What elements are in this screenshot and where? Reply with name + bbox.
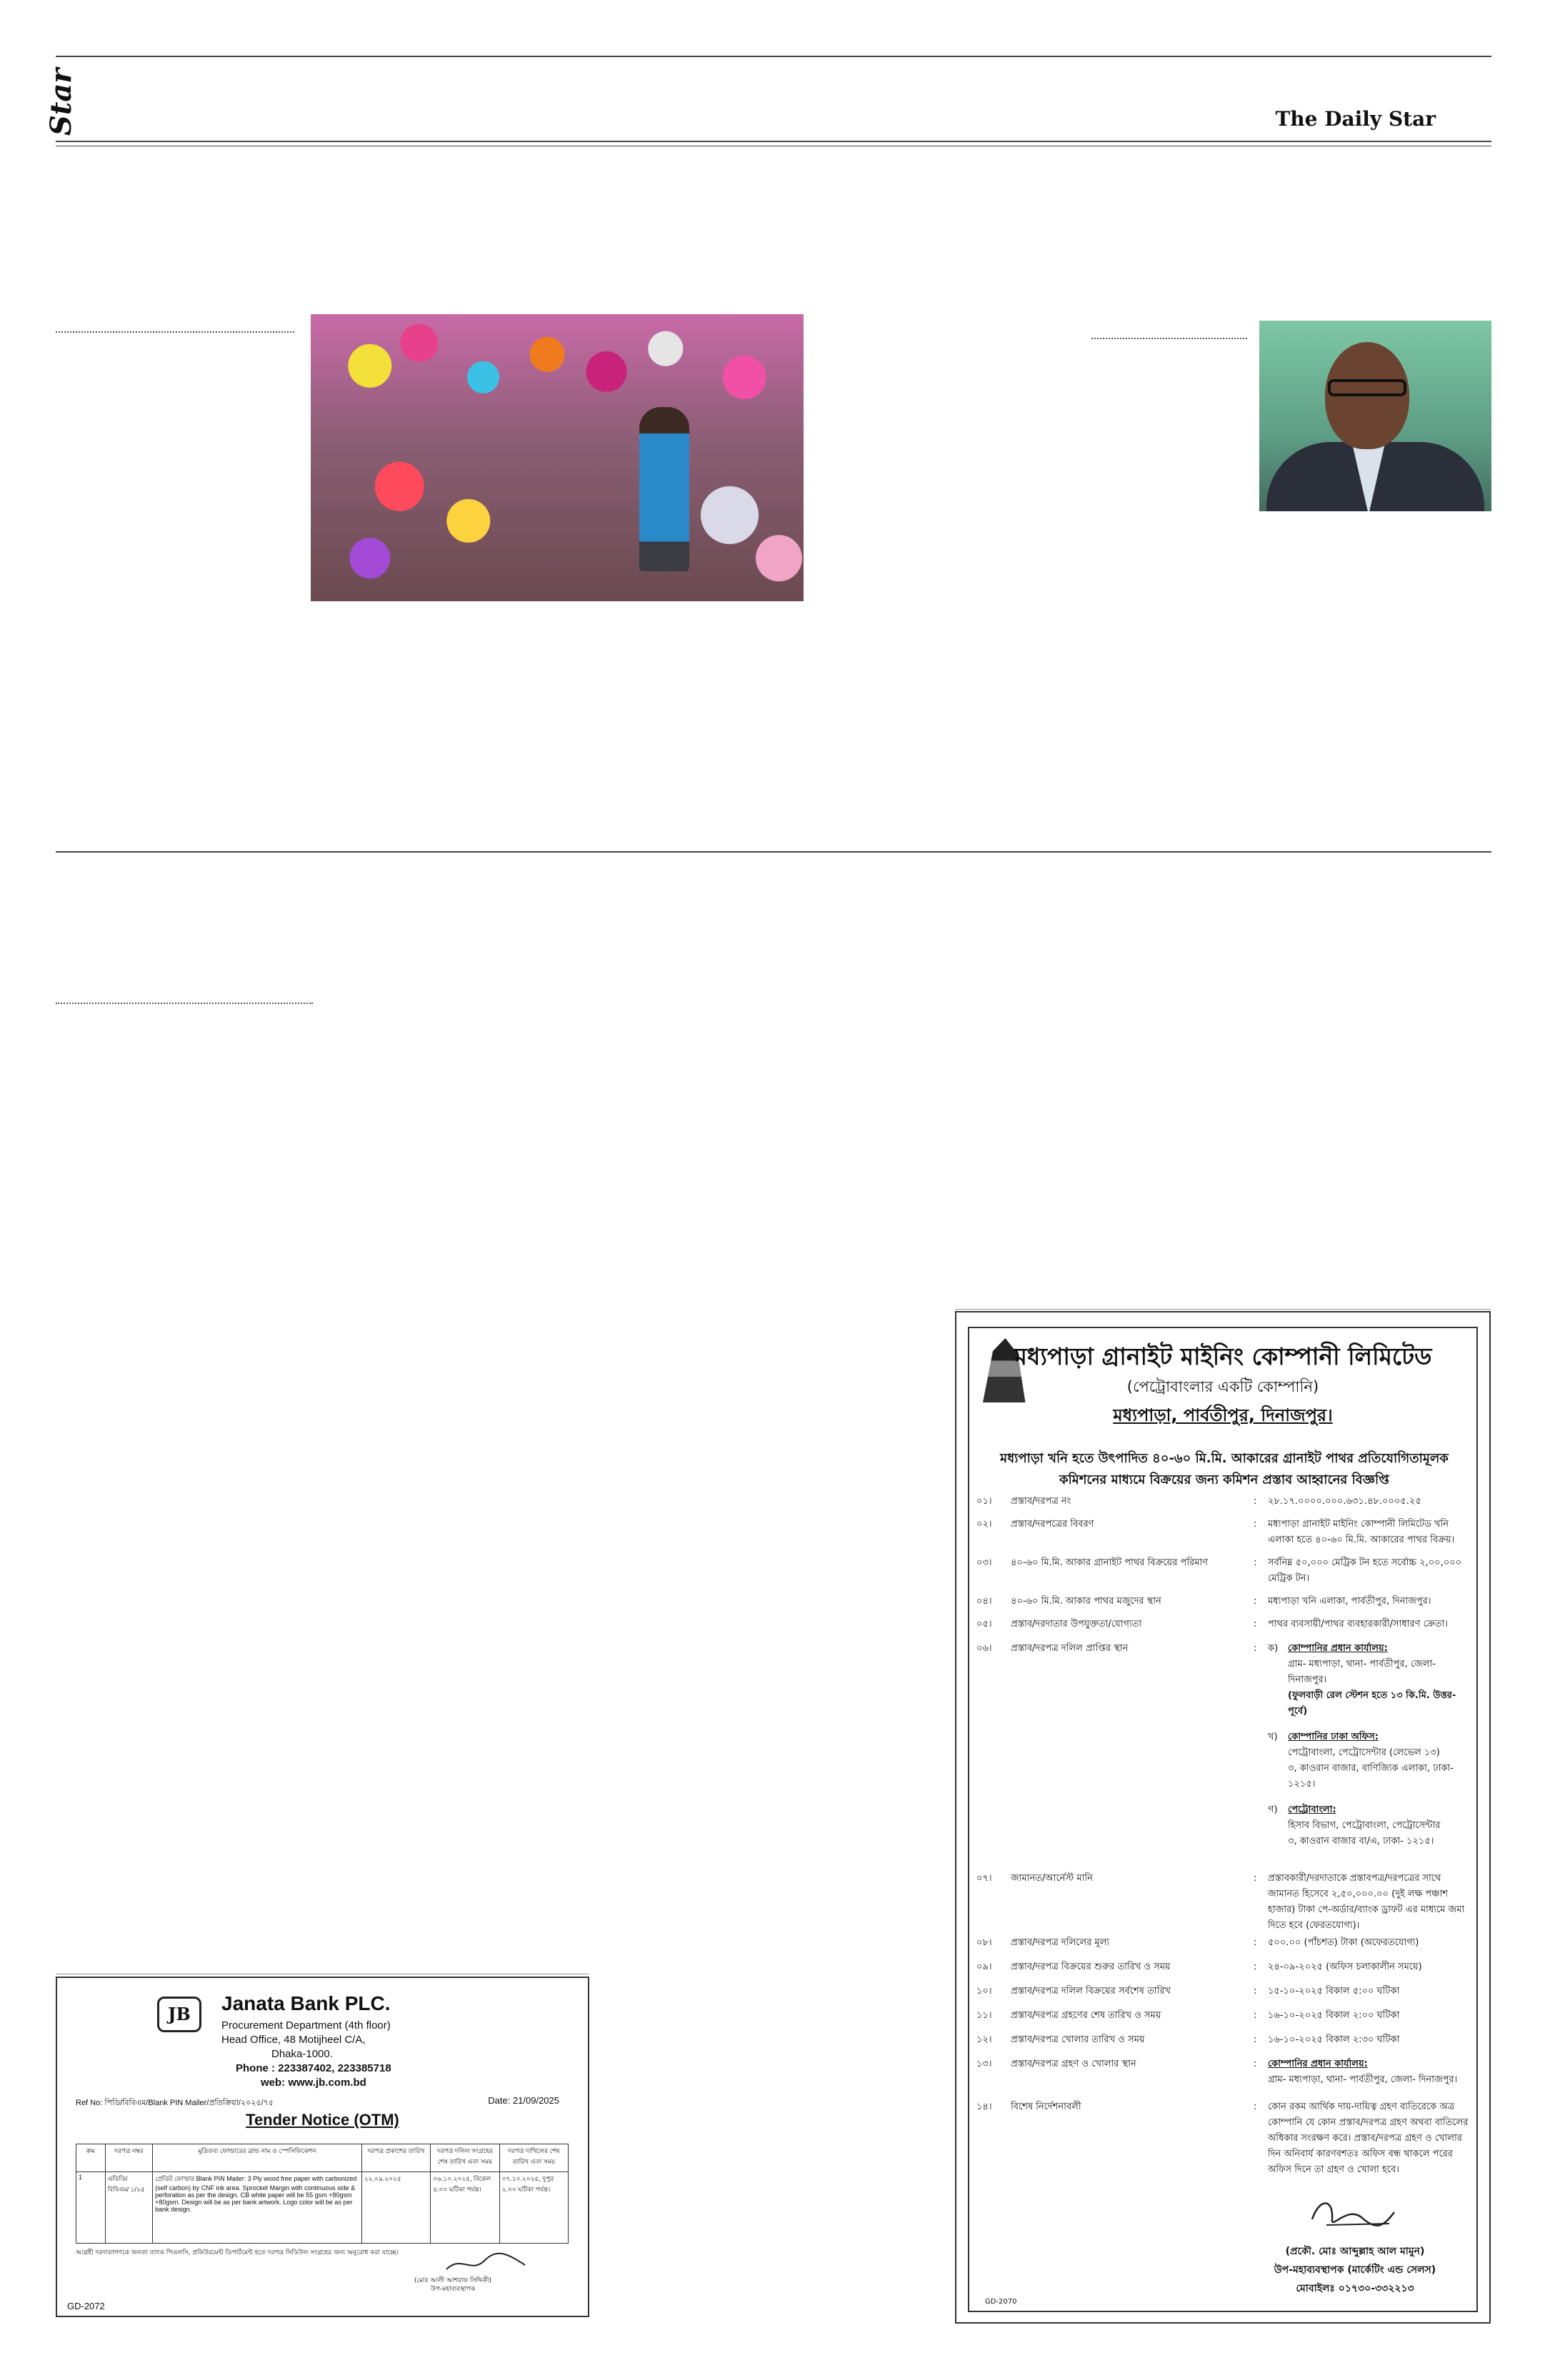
signer-title: উপ-মহাব্যবস্থাপক (মার্কেটিং এন্ড সেলস) <box>1274 2264 1436 2276</box>
row-number: ১০। <box>976 1986 992 1997</box>
notice-heading: মধ্যপাড়া খনি হতে উৎপাদিত ৪০-৬০ মি.মি. আকারের গ্রানাইট পাথর প্রতিযোগিতামূলক কমিশনের মাধ্যমে বিক্রয়ের জন্য কমিশন প্রস্তাব আহ্বানের বিজ্ঞপ্তি <box>1000 1451 1449 1487</box>
row-number: ০৭। <box>976 1873 992 1884</box>
table-cell: ০৭.১০.২০২৫, দুপুর ২.০০ ঘটিকা পর্যন্ত। <box>499 2172 568 2244</box>
row-value: সর্বনিম্ন ৫০,০০০ মেট্রিক টন হতে সর্বোচ্চ ২,০০,০০০ মেট্রিক টন। <box>1268 1557 1462 1584</box>
gd-number: GD-2070 <box>985 2298 1017 2306</box>
row-number: ১৩। <box>976 2059 992 2069</box>
row-value: ৫০০.০০ (পাঁচশত) টাকা (অফেরতযোগ্য) <box>1268 1937 1419 1948</box>
row-value: ২৪-০৯-২০২৫ (অফিস চলাকালীন সময়ে) <box>1268 1962 1422 1972</box>
row-label: প্রস্তাব/দরপত্র খোলার তারিখ ও সময় <box>1011 2034 1145 2045</box>
tender-table <box>76 2144 569 2244</box>
table-cell: ০৬.১০.২০২৫, বিকেল ৪.০০ ঘটিকা পর্যন্ত। <box>431 2172 499 2244</box>
address-line-1: Head Office, 48 Motijheel C/A, <box>221 2034 366 2046</box>
toy-market-photo <box>311 314 804 601</box>
row-number: ০৬। <box>976 1643 992 1654</box>
website: web: www.jb.com.bd <box>261 2077 366 2089</box>
row-value: কোন রকম আর্থিক দায়-দায়িত্ব গ্রহণ ব্যতিরেকে অত্র কোম্পানি যে কোন প্রস্তাব/দরপত্র গ্রহণ অথবা বাতিলের অধিকার সংরক্ষণ করে। প্রস্তাব/দরপত্র গ্রহণ ও খোলার দিন অনিবার্য কারণবশতঃ অফিস বন্ধ থাকলে পরের অফিস দিনে তা গ্রহণ ও খোলা হবে। <box>1268 2102 1469 2175</box>
row-value: পাথর ব্যবসায়ী/পাথর ব্যবহারকারী/সাধারণ ক্রেতা। <box>1268 1619 1448 1630</box>
table-header: দরপত্র প্রকাশের তারিখ <box>361 2144 430 2172</box>
row-label: প্রস্তাব/দরপত্রের বিবরণ <box>1011 1519 1094 1530</box>
janata-bank-logo: JB <box>157 1997 201 2032</box>
row-label: প্রস্তাব/দরপত্র গ্রহণের শেষ তারিখ ও সময় <box>1011 2010 1161 2021</box>
dotted-divider <box>56 331 294 333</box>
table-cell: ২২.০৯.২০২৫ <box>361 2172 430 2244</box>
company-subtitle: (পেট্রোবাংলার একটি কোম্পানি) <box>1126 1378 1319 1395</box>
glasses-shape <box>1328 379 1406 396</box>
signature-mark <box>443 2252 529 2274</box>
star-logo: Star <box>44 68 78 136</box>
row-label: ৪০-৬০ মি.মি. আকার গ্রানাইট পাথর বিক্রয়ের পরিমাণ <box>1011 1557 1209 1568</box>
row-number: ১২। <box>976 2034 992 2045</box>
tender-title: Tender Notice (OTM) <box>246 2111 399 2129</box>
daily-star-logo: The Daily Star <box>1275 107 1436 131</box>
company-name: মধ্যপাড়া গ্রানাইট মাইনিং কোম্পানী লিমিটেড <box>1014 1342 1432 1370</box>
table-header: দরপত্র দলিল সংগ্রহের শেষ তারিখ এবং সময় <box>431 2144 499 2172</box>
row-label: প্রস্তাব/দরপত্র গ্রহণ ও খোলার স্থান <box>1011 2059 1136 2069</box>
office-item: গ) পেট্রোবাংলা: <box>1268 1804 1336 1815</box>
row-label: প্রস্তাব/দরপত্র দলিল প্রাপ্তির স্থান <box>1011 1643 1129 1654</box>
row-label: প্রস্তাব/দরপত্র বিক্রয়ের শুরুর তারিখ ও সময় <box>1011 1962 1171 1972</box>
mgmcl-notice-inner: মধ্যপাড়া গ্রানাইট মাইনিং কোম্পানী লিমিটেড (পেট্রোবাংলার একটি কোম্পানি) মধ্যপাড়া, পার্বতীপুর, দিনাজপুর। মধ্যপাড়া খনি হতে উৎপাদিত ৪০-৬০ মি.মি. আকারের গ্রানাইট পাথর প্রতিযোগিতামূলক কমিশনের মাধ্যমে বিক্রয়ের জন্য কমিশন প্রস্তাব আহ্বানের বিজ্ঞপ্তি ০১। প্রস্তাব/দরপত্র নং : ২৮.১৭.০০০০.০০০.৬৩১.৪৮.০০০৫.২৫ ০২। প্রস্তাব/দরপত্রের বিবরণ : মধ্যপাড়া গ্রানাইট মাইনিং কোম্পানী লিমিটেড খনি এলাকা হতে ৪০-৬০ মি.মি. আকারের পাথর বিক্রয়। ০৩। ৪০-৬০ মি.মি. আকার গ্রানাইট পাথর বিক্রয়ের পরিমাণ : সর্বনিম্ন ৫০,০০০ মেট্রিক টন হতে সর্বোচ্চ ২,০০,০০০ মেট্রিক টন। ০৪। ৪০-৬০ মি.মি. আকার পাথর মজুদের স্থান : মধ্যপাড়া খনি এলাকা, পার্বতীপুর, দিনাজপুর। ০৫। প্রস্তাব/দরদাতার উপযুক্ততা/যোগ্যতা : পাথর ব্যবসায়ী/পাথর ব্যবহারকারী/সাধারণ ক্রেতা। ০৬। প্রস্তাব/দরপত্র দলিল প্রাপ্তির স্থান : ক) কোম্পানির প্রধান কার্যালয়: গ্রাম- মধ্যপাড়া, থানা- পার্বতীপুর, জেলা- দিনাজপুর। (ফুলবাড়ী রেল স্টেশন হতে ১৩ কি.মি. উত্তর-পূর্বে) খ) কোম্পানির ঢাকা অফিস: পেট্রোবাংলা, পেট্রোসেন্টার (লেভেল ১৩) ৩, কাওরান বাজার, বাণিজ্যিক এলাকা, ঢাকা- ১২১৫। গ) পেট্রোবাংলা: হিসাব বিভাগ, পেট্রোবাংলা, পেট্রোসেন্টার ৩, কাওরান বাজার বা/এ, ঢাকা- ১২১৫। ০৭। জামানত/আর্নেস্ট মানি : প্রস্তাবকারী/দরদাতাকে প্রস্তাবপত্র/দরপত্রের সাথে জামানত হিসেবে ২,৫০,০০০.০০ (দুই লক্ষ পঞ্চাশ হাজার) টাকা পে-অর্ডার/ব্যাংক ড্রাফট এর মাধ্যমে জমা দিতে হবে (ফেরতযোগ্য)। ০৮। প্রস্তাব/দরপত্র দলিলের মূল্য : ৫০০.০০ (পাঁচশত) টাকা (অফেরতযোগ্য) ০৯। প্রস্তাব/দরপত্র বিক্রয়ের শুরুর তারিখ ও সময় : ২৪-০৯-২০২৫ (অফিস চলাকালীন সময়ে) ১০। প্রস্তাব/দরপত্র দলিল বিক্রয়ের সর্বশেষ তারিখ : ১৫-১০-২০২৫ বিকাল ৫:০০ ঘটিকা ১১। প্রস্তাব/দরপত্র গ্রহণের শেষ তারিখ ও সময় : ১৬-১০-২০২৫ বিকাল ২:০০ ঘটিকা ১২। প্রস্তাব/দরপত্র খোলার তারিখ ও সময় : ১৬-১০-২০২৫ বিকাল ২:৩০ ঘটিকা ১৩। প্রস্তাব/দরপত্র গ্রহণ ও খোলার স্থান : কোম্পানির প্রধান কার্যালয়: গ্রাম- মধ্যপাড়া, থানা- পার্বতীপুর, জেলা- দিনাজপুর। ১৪। বিশেষ নির্দেশনাবলী : কোন রকম আর্থিক দায়-দায়িত্ব গ্রহণ ব্যতিরেকে অত্র কোম্পানি যে কোন প্রস্তাব/দরপত্র গ্রহণ অথবা বাতিলের অধিকার সংরক্ষণ করে। প্রস্তাব/দরপত্র গ্রহণ ও খোলার দিন অনিবার্য কারণবশতঃ অফিস বন্ধ থাকলে পরের অফিস দিনে তা গ্রহণ ও খোলা হবে। (প্রকৌ. মোঃ আব্দুল্লাহ আল মামুন) উপ-মহাব্যবস্থাপক (মার্কেটিং এন্ড সেলস) মোবাইলঃ ০১৭৩০-৩৩২২১৩ GD-2070 <box>968 1327 1478 2312</box>
phone: Phone : 223387402, 223385718 <box>236 2062 391 2074</box>
table-header: দরপত্র নম্বর <box>105 2144 152 2172</box>
row-number: ০২। <box>976 1519 992 1530</box>
table-header: দরপত্র দাখিলের শেষ তারিখ এবং সময় <box>499 2144 568 2172</box>
reference-number: Ref No: পিডি/বিবিএম/Blank PIN Mailer/প্রতিক্রিয়া/২০২৫/৭৫ <box>76 2099 274 2107</box>
row-label: জামানত/আর্নেস্ট মানি <box>1011 1873 1093 1884</box>
row-label: প্রস্তাব/দরপত্র দলিল বিক্রয়ের সর্বশেষ তারিখ <box>1011 1986 1171 1997</box>
signer-name: (প্রকৌ. মোঃ আব্দুল্লাহ আল মামুন) <box>1285 2246 1425 2257</box>
row-value: ক) কোম্পানির প্রধান কার্যালয়: গ্রাম- মধ্যপাড়া, থানা- পার্বতীপুর, জেলা- দিনাজপুর। (ফুলবাড়ী রেল স্টেশন হতে ১৩ কি.মি. উত্তর-পূর্বে) খ) কোম্পানির ঢাকা অফিস: পেট্রোবাংলা, পেট্রোসেন্টার (লেভেল ১৩) ৩, কাওরান বাজার, বাণিজ্যিক এলাকা, ঢাকা- ১২১৫। গ) পেট্রোবাংলা: হিসাব বিভাগ, পেট্রোবাংলা, পেট্রোসেন্টার ৩, কাওরান বাজার বা/এ, ঢাকা- ১২১৫। <box>1268 1641 1472 1849</box>
row-number: ০১। <box>976 1496 992 1507</box>
table-cell: এডিডি/ বিবিএম/ ১/২৫ <box>105 2172 152 2244</box>
office-item: ক) কোম্পানির প্রধান কার্যালয়: <box>1268 1643 1388 1654</box>
bank-name: Janata Bank PLC. <box>221 1992 391 2014</box>
row-label: প্রস্তাব/দরপত্র দলিলের মূল্য <box>1011 1937 1110 1948</box>
office-item: খ) কোম্পানির ঢাকা অফিস: <box>1268 1732 1379 1742</box>
row-value: প্রস্তাবকারী/দরদাতাকে প্রস্তাবপত্র/দরপত্রের সাথে জামানত হিসেবে ২,৫০,০০০.০০ (দুই লক্ষ পঞ্চাশ হাজার) টাকা পে-অর্ডার/ব্যাংক ড্রাফট এর মাধ্যমে জমা দিতে হবে (ফেরতযোগ্য)। <box>1268 1873 1465 1931</box>
row-value: মধ্যপাড়া গ্রানাইট মাইনিং কোম্পানী লিমিটেড খনি এলাকা হতে ৪০-৬০ মি.মি. আকারের পাথর বিক্রয়। <box>1268 1519 1455 1545</box>
table-header: মুদ্রিতব্য ফোল্ডারের ব্রান্ড নাম ও স্পেসিফিকেশন <box>153 2144 362 2172</box>
section-rule <box>56 851 1491 853</box>
table-header-row <box>76 2144 569 2172</box>
row-number: ০৪। <box>976 1596 992 1607</box>
gd-number: GD-2072 <box>67 2301 105 2311</box>
row-value: কোম্পানির প্রধান কার্যালয়: গ্রাম- মধ্যপাড়া, থানা- পার্বতীপুর, জেলা- দিনাজপুর। <box>1268 2059 1458 2085</box>
row-value: ২৮.১৭.০০০০.০০০.৬৩১.৪৮.০০০৫.২৫ <box>1268 1496 1421 1507</box>
row-value: মধ্যপাড়া খনি এলাকা, পার্বতীপুর, দিনাজপুর। <box>1268 1596 1431 1607</box>
janata-bank-notice <box>56 1977 589 2317</box>
table-cell: 1 <box>76 2172 106 2244</box>
ad-rule <box>955 1309 1491 1310</box>
signer-name: (মোঃ আলী আশরাফ সিদ্দিকী) <box>414 2277 492 2284</box>
top-rule <box>56 56 1491 57</box>
table-header: ক্রম <box>76 2144 106 2172</box>
table-cell: প্রেডিট ফোল্ডার Blank PIN Mailer: 3 Ply wood free paper with carbonized (self carbon) by CNF ink area. Sprocket Margin with continuous side & perforation as per the design. CB white paper will be 55 gsm +80gsm +80gsm. Design will be as per bank artwork. Logo color will be as per bank design. <box>153 2172 362 2244</box>
masthead-rule-1 <box>56 141 1491 142</box>
signature-mark <box>1305 2191 1398 2234</box>
row-number: ০৯। <box>976 1962 992 1972</box>
portrait-photo <box>1259 321 1491 511</box>
mgmcl-notice <box>955 1311 1491 2324</box>
row-label: প্রস্তাব/দরদাতার উপযুক্ততা/যোগ্যতা <box>1011 1619 1142 1630</box>
notice-footer: আগ্রহী দরদাতাগণকে জনতা ব্যাংক পিএলসি, প্রকিউরমেন্ট ডিপার্টমেন্ট হতে দরপত্র সিডিউল সংগ্রহের জন্য অনুরোধ করা যাচ্ছে। <box>76 2249 399 2256</box>
row-number: ০৩। <box>976 1557 992 1568</box>
row-value: ১৬-১০-২০২৫ বিকাল ২:০০ ঘটিকা <box>1268 2010 1400 2021</box>
row-number: ০৫। <box>976 1619 992 1630</box>
row-label: বিশেষ নির্দেশনাবলী <box>1011 2102 1081 2112</box>
row-value: ১৫-১০-২০২৫ বিকাল ৫:০০ ঘটিকা <box>1268 1986 1400 1997</box>
signer-title: উপ-মহাব্যবস্থাপক <box>430 2286 476 2293</box>
dotted-divider <box>1091 338 1247 339</box>
row-number: ১৪। <box>976 2102 992 2112</box>
row-number: ০৮। <box>976 1937 992 1948</box>
dotted-divider <box>56 1003 313 1004</box>
signer-block <box>414 2276 491 2294</box>
address-line-2: Dhaka-1000. <box>271 2048 333 2060</box>
shopper-figure <box>639 407 689 571</box>
row-value: ১৬-১০-২০২৫ বিকাল ২:৩০ ঘটিকা <box>1268 2034 1400 2045</box>
department: Procurement Department (4th floor) <box>221 2019 391 2032</box>
company-location: মধ্যপাড়া, পার্বতীপুর, দিনাজপুর। <box>1113 1405 1333 1425</box>
table-row <box>76 2172 569 2244</box>
row-label: ৪০-৬০ মি.মি. আকার পাথর মজুদের স্থান <box>1011 1596 1161 1607</box>
notice-date: Date: 21/09/2025 <box>488 2095 559 2106</box>
row-number: ১১। <box>976 2010 992 2021</box>
signer-phone: মোবাইলঃ ০১৭৩০-৩৩২২১৩ <box>1296 2283 1414 2294</box>
row-label: প্রস্তাব/দরপত্র নং <box>1011 1496 1071 1507</box>
